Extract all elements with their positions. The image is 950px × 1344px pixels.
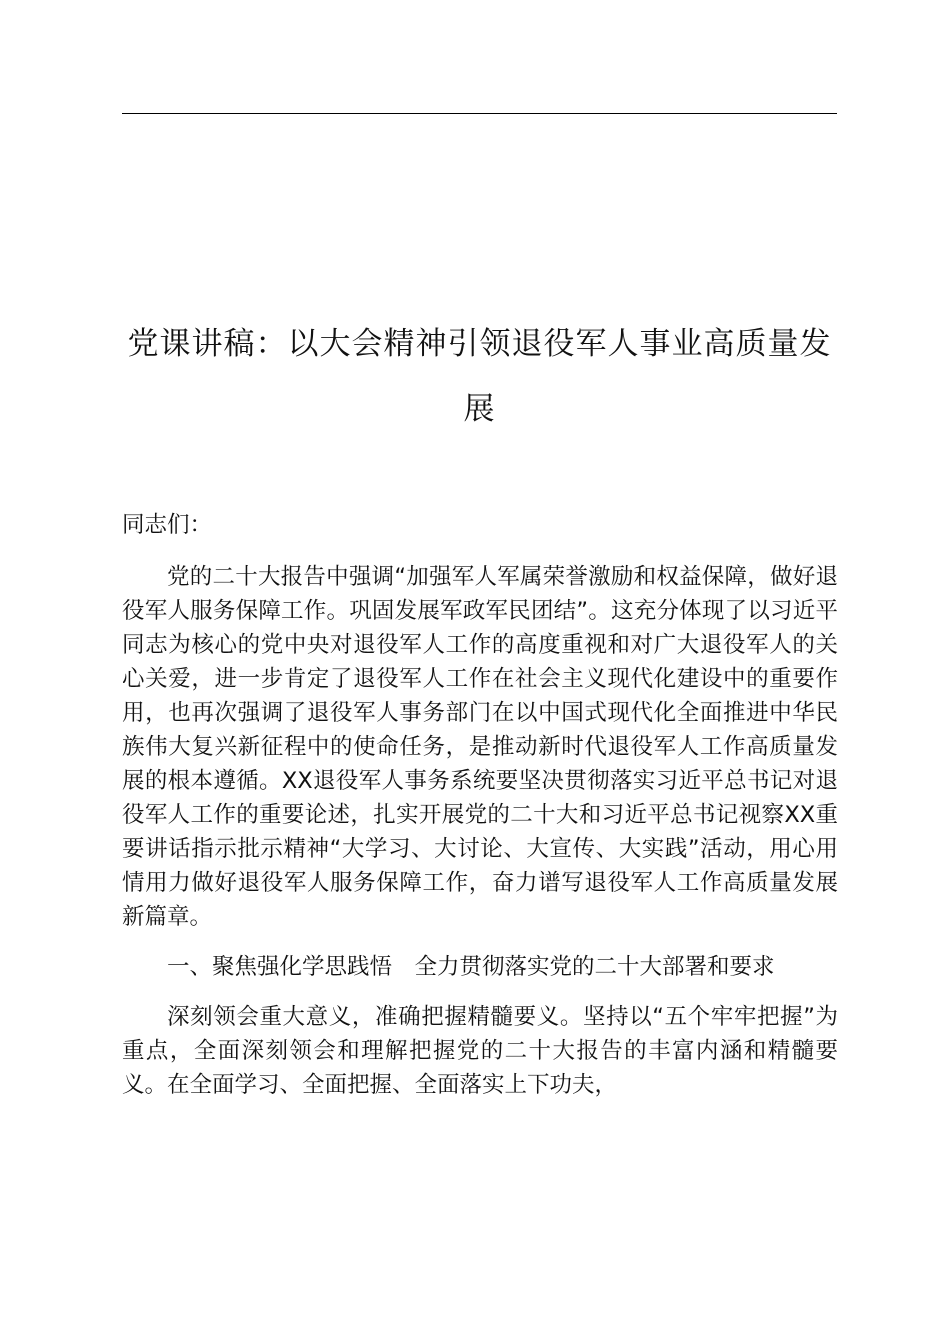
intro-paragraph: 党的二十大报告中强调“加强军人军属荣誉激励和权益保障，做好退役军人服务保障工作。巩固发展军政军民团结”。这充分体现了以习近平同志为核心的党中央对退役军人工作的高度重视和对广大退役军人的关心关爱，进一步肯定了退役军人工作在社会主义现代化建设中的重要作用，也再次强调了退役军人事务部门在以中国式现代化全面推进中华民族伟大复兴新征程中的使命任务，是推动新时代退役军人工作高质量发展的根本遵循。XX退役军人事务系统要坚决贯彻落实习近平总书记对退役军人工作的重要论述，扎实开展党的二十大和习近平总书记视察XX重要讲话指示批示精神“大学习、大讨论、大宣传、大实践”活动，用心用情用力做好退役军人服务保障工作，奋力谱写退役军人工作高质量发展新篇章。	[122, 564, 838, 930]
salutation: 同志们：	[122, 512, 213, 538]
document-title: 党课讲稿：以大会精神引领退役军人事业高质量发展	[127, 326, 832, 427]
section-heading: 一、聚焦强化学思践悟 全力贯彻落实党的二十大部署和要求	[167, 954, 775, 980]
document-body	[122, 508, 838, 1102]
section-paragraph: 深刻领会重大意义，准确把握精髓要义。坚持以“五个牢牢把握”为重点，全面深刻领会和理解把握党的二十大报告的丰富内涵和精髓要义。在全面学习、全面把握、全面落实上下功夫，	[122, 1004, 838, 1098]
header-rule	[122, 113, 837, 114]
